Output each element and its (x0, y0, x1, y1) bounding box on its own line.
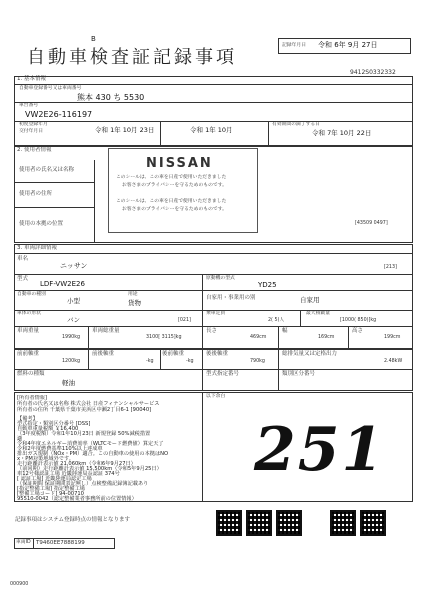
front-axle-value: 1200kg (62, 359, 81, 364)
car-id-value: T9460EE7888199 (36, 540, 85, 546)
fuel-value: 軽油 (62, 379, 75, 387)
record-date: 令和 6年 9月 27日 (318, 41, 378, 49)
engine-value: YD25 (258, 281, 277, 289)
seal-text-1b: お客さまのプライバシーを守るためのものです。 (122, 183, 227, 188)
vehicle-section-title: 3. 車両詳細情報 (17, 245, 57, 251)
remarks-line: 自動車重量税額 ￥16,400 (17, 426, 79, 432)
class-no-label: 類別区分番号 (282, 371, 316, 377)
remarks-line: [指定整備工場] 指定整備工場 (17, 486, 85, 492)
qr-code (330, 510, 356, 536)
remarks-line: [整備工場コード] 94-00710 (17, 491, 84, 497)
user-base-label: 使用の本拠の位置 (19, 221, 64, 227)
qr-code (216, 510, 242, 536)
seal-text-1: このシールは、この車を日産で使用いただきました (116, 175, 227, 180)
record-date-label: 記録年月日 (282, 43, 306, 48)
remarks-line: 所有者の氏名又は名称 株式会社 日産フィナンシャルサービス (17, 401, 160, 407)
type-no-label: 型式指定番号 (206, 371, 240, 377)
remarks-line: [ 認証工場] 近畿陸運局認定工場 (17, 476, 92, 482)
remarks-line: 95510-0042（認定整備業者事務所前の位置情報） (17, 496, 137, 501)
user-code: [43509 0497] (355, 221, 388, 226)
height-label: 高さ (352, 328, 364, 334)
length-label: 長さ (206, 328, 218, 334)
seal-text-2: このシールは、この車を日産で使用いただきました (116, 199, 227, 204)
displacement-label: 総排気量又は定格出力 (282, 351, 338, 357)
remarks-blank-label: 以下余白 (206, 394, 226, 399)
ff-label: 前後軸重 (92, 351, 115, 357)
business-value: 自家用 (300, 296, 320, 304)
width-value: 169cm (318, 335, 335, 340)
kind-label: 自動車の種別 (17, 292, 46, 297)
page-code: 000900 (10, 582, 29, 587)
use-value: 貨物 (128, 299, 141, 307)
remarks-line: （保証期間 保証期間表記無し）点検整備記録簿記載あり (17, 481, 149, 487)
remarks-line: 車12号様認証工場 近畿陸運局長認証 374号 (17, 471, 120, 477)
capacity-value: 2( 5)人 (268, 318, 285, 323)
body-value: バン (67, 316, 80, 324)
weight-label: 車両重量 (17, 328, 40, 334)
remarks-line: （前回期）走行距離計表示値 15,500km（令和5年9月25日） (17, 466, 162, 472)
rear-axle-label: 後後軸重 (206, 351, 229, 357)
maxload-value: [1000( 850)]kg (340, 318, 377, 323)
qr-code (246, 510, 272, 536)
car-id-label: 車両ID (16, 540, 31, 545)
chassis-value: VW2E26-116197 (25, 110, 93, 119)
remarks-line: [所有者情報] (17, 395, 47, 401)
handwritten-number: 251 (254, 415, 386, 485)
serial-number: 9412S0332332 (350, 69, 396, 76)
issue-value: 令和 1年 10月 23日 (95, 126, 155, 134)
first-reg-value: 令和 1年 10月 (190, 126, 233, 134)
gross-value: 3100[ 3115]kg (146, 335, 182, 340)
remarks-line: x・PM対策地域外です。 (17, 456, 74, 462)
user-section-title: 2. 使用者情報 (17, 147, 52, 153)
reg-value: 熊本 430 ち 5530 (77, 93, 145, 102)
engine-label: 原動機の型式 (206, 276, 235, 281)
remarks-line: 型式指定・類別区分番号 [DSS] (17, 421, 91, 427)
remarks-line: 排出ガス規制（NOx・PM）適合。この自動車の使用の本拠はNO (17, 451, 169, 457)
length-value: 469cm (250, 335, 267, 340)
rear-axle-value: 790kg (250, 359, 265, 364)
user-name-label: 使用者の氏名又は名称 (19, 167, 75, 173)
issue-label: 交付年月日 (19, 129, 43, 134)
remarks-line: 令和4年度エネルギー消費効率（WLTCモード燃費値）算定天了 (17, 441, 164, 447)
maker-value: ニッサン (60, 262, 88, 270)
first-reg-label: 初度登録年月 (19, 122, 48, 127)
seal-text-2b: お客さまのプライバシーを守るためのものです。 (122, 207, 227, 212)
remarks-line: 令和2年度燃費基準110%以上達成車 (17, 446, 103, 452)
expiry-value: 令和 7年 10月 22日 (312, 129, 372, 137)
height-value: 199cm (384, 335, 401, 340)
page-title: 自動車検査証記録事項 (27, 47, 237, 68)
fuel-label: 燃料の種類 (17, 371, 45, 377)
width-label: 幅 (282, 328, 288, 334)
remarks-line: 【備考】 (17, 416, 38, 422)
remarks-text (17, 395, 201, 501)
reg-label: 自動車登録番号又は車両番号 (19, 86, 82, 91)
chassis-label: 車台番号 (19, 103, 39, 108)
weight-value: 1990kg (62, 335, 81, 340)
front-axle-label: 前前軸重 (17, 351, 40, 357)
model-value: LDF-VW2E26 (40, 280, 85, 288)
rf-value: -kg (186, 359, 194, 364)
model-label: 型式 (17, 276, 29, 282)
seal-brand-logo: NISSAN (146, 156, 213, 171)
remarks-line: 所有者の住所 千葉県千葉市美浜区中瀬2丁目6-1 [90040] (17, 407, 152, 413)
footer-note: 記録事項はシステム登録時点の情報となります (15, 517, 130, 523)
ff-value: -kg (146, 359, 154, 364)
maker-code: [213] (384, 265, 397, 270)
rf-label: 後前軸重 (162, 351, 185, 357)
gross-label: 車両総重量 (92, 328, 120, 334)
qr-code (276, 510, 302, 536)
basic-section-title: 1. 基本情報 (17, 76, 46, 82)
maxload-label: 最大積載量 (306, 311, 330, 316)
use-label: 用途 (128, 292, 138, 297)
body-label: 車体の形状 (17, 311, 41, 316)
displacement-value: 2.48kW (384, 359, 403, 364)
capacity-label: 乗車定員 (206, 311, 226, 316)
maker-label: 車名 (17, 256, 29, 262)
header-letter: B (91, 35, 96, 43)
kind-value: 小型 (67, 297, 80, 305)
remarks-line: 走行距離計表示値 21,060km（令和6年9月27日） (17, 461, 136, 467)
business-label: 自家用・事業用の別 (206, 295, 256, 301)
remarks-line: 適 (17, 436, 23, 442)
body-code: [021] (178, 318, 191, 323)
expiry-label: 有効期間の満了する日 (272, 122, 320, 127)
remarks-line: （3年度税額）令和1年10月23日 新規登録 50%減税措置 (17, 431, 151, 437)
qr-code (360, 510, 386, 536)
user-addr-label: 使用者の住所 (19, 191, 53, 197)
